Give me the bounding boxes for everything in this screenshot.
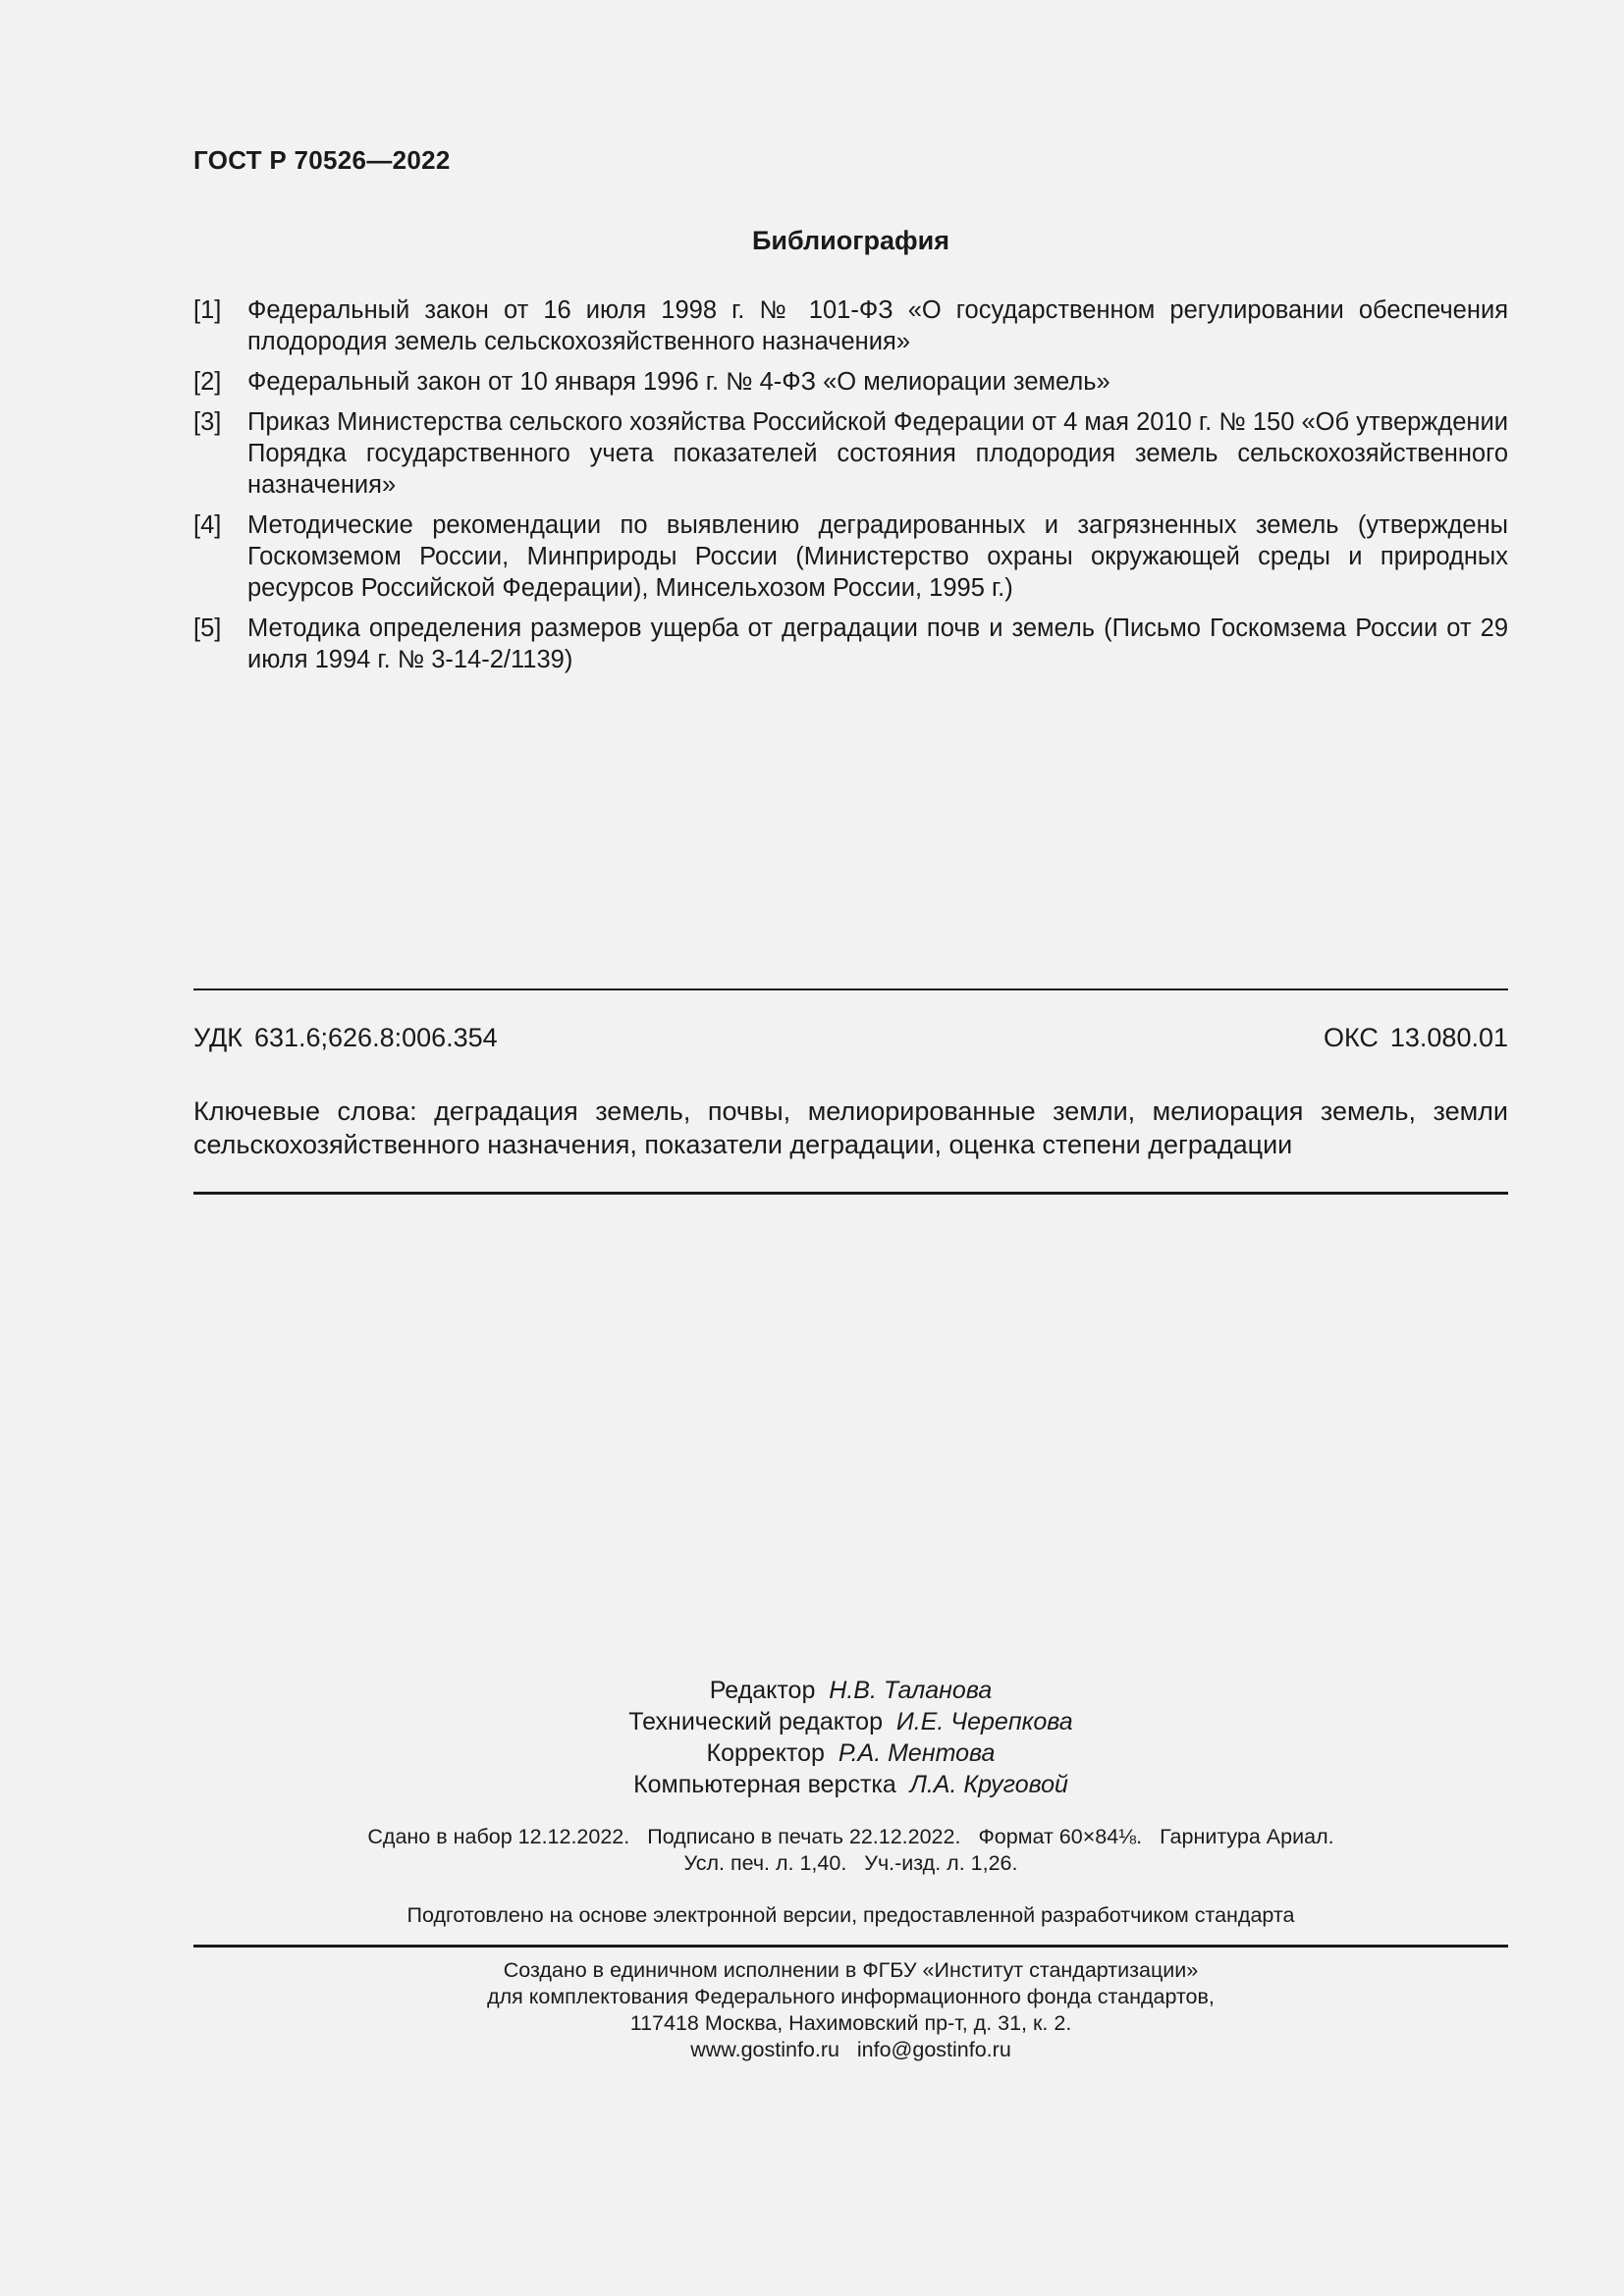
imprint-print-sheets: Усл. печ. л. 1,40. (683, 1851, 847, 1875)
imprint-line (193, 1850, 1508, 1877)
divider-footer (193, 1945, 1508, 1948)
bibliography-item-text: Федеральный закон от 10 января 1996 г. № 4-ФЗ «О мелиорации земель» (247, 368, 1110, 396)
staff-role: Технический редактор (628, 1708, 883, 1735)
imprint-signed: Подписано в печать 22.12.2022. (647, 1825, 961, 1848)
staff-role: Корректор (706, 1739, 825, 1767)
udk-value: 631.6;626.8:006.354 (253, 1023, 498, 1052)
staff-name: Р.А. Ментова (838, 1739, 996, 1767)
bibliography-item-number: [5] (193, 614, 222, 642)
bibliography-item-number: [2] (193, 368, 222, 396)
bibliography-list (193, 294, 1508, 684)
divider-keywords (193, 1192, 1508, 1195)
divider-top (193, 988, 1508, 990)
document-header: ГОСТ Р 70526—2022 (193, 145, 451, 175)
staff-name: Л.А. Круговой (909, 1771, 1068, 1798)
bibliography-item-number: [1] (193, 296, 222, 324)
bibliography-item (193, 294, 1508, 357)
staff-line (193, 1737, 1508, 1769)
imprint-submitted: Сдано в набор 12.12.2022. (367, 1825, 630, 1848)
staff-name: И.Е. Черепкова (895, 1708, 1073, 1735)
footer-line: для комплектования Федерального информационного фонда стандартов, (487, 1985, 1215, 2008)
staff-credits (193, 1675, 1508, 1800)
udk-label: УДК (193, 1023, 243, 1052)
staff-line (193, 1769, 1508, 1800)
bibliography-item (193, 509, 1508, 604)
imprint-line (193, 1824, 1508, 1850)
staff-role: Компьютерная верстка (633, 1771, 896, 1798)
bibliography-item-text: Приказ Министерства сельского хозяйства Российской Федерации от 4 мая 2010 г. № 150 «Об утверждении Порядка государственного учета показателей состояния плодородия земель сельскохозяйственного назначения» (247, 408, 1508, 499)
footer-line: Создано в единичном исполнении в ФГБУ «Институт стандартизации» (503, 1958, 1199, 1982)
oks-code (1324, 1023, 1508, 1053)
imprint-info (193, 1824, 1508, 1877)
imprint-publisher-sheets: Уч.-изд. л. 1,26. (864, 1851, 1018, 1875)
footer-contacts (193, 2037, 1508, 2063)
imprint-format: Формат 60×84⅛. (978, 1825, 1143, 1848)
bibliography-item (193, 366, 1508, 398)
keywords: Ключевые слова: деградация земель, почвы, мелиорированные земли, мелиорация земель, земли сельскохозяйственного назначения, показатели деградации, оценка степени деградации (193, 1096, 1508, 1159)
staff-line (193, 1675, 1508, 1706)
oks-value: 13.080.01 (1389, 1023, 1508, 1052)
bibliography-item-number: [3] (193, 408, 222, 436)
bibliography-item (193, 613, 1508, 675)
bibliography-title: Библиография (752, 226, 949, 255)
prepared-note: Подготовлено на основе электронной версии, предоставленной разработчиком стандарта (406, 1903, 1295, 1927)
bibliography-item-number: [4] (193, 511, 222, 539)
bibliography-item-text: Методика определения размеров ущерба от деградации почв и земель (Письмо Госкомзема России от 29 июля 1994 г. № 3-14-2/1139) (247, 614, 1508, 673)
website-link[interactable]: www.gostinfo.ru (690, 2038, 839, 2061)
bibliography-item-text: Методические рекомендации по выявлению деградированных и загрязненных земель (утверждены Госкомземом России, Минприроды России (Министерство охраны окружающей среды и природных ресурсов Российской Федерации), Минсельхозом России, 1995 г.) (247, 511, 1508, 602)
udk-code (193, 1023, 498, 1053)
publisher-footer (193, 1957, 1508, 2063)
staff-line (193, 1706, 1508, 1737)
staff-name: Н.В. Таланова (829, 1677, 993, 1704)
staff-role: Редактор (709, 1677, 816, 1704)
imprint-typeface: Гарнитура Ариал. (1160, 1825, 1334, 1848)
bibliography-item-text: Федеральный закон от 16 июля 1998 г. № 101-ФЗ «О государственном регулировании обеспечения плодородия земель сельскохозяйственного назначения» (247, 296, 1508, 355)
footer-line: 117418 Москва, Нахимовский пр-т, д. 31, к. 2. (629, 2011, 1072, 2035)
email-link[interactable]: info@gostinfo.ru (856, 2038, 1011, 2061)
classification-row (193, 1023, 1508, 1053)
oks-label: ОКС (1323, 1023, 1379, 1052)
bibliography-item (193, 406, 1508, 501)
